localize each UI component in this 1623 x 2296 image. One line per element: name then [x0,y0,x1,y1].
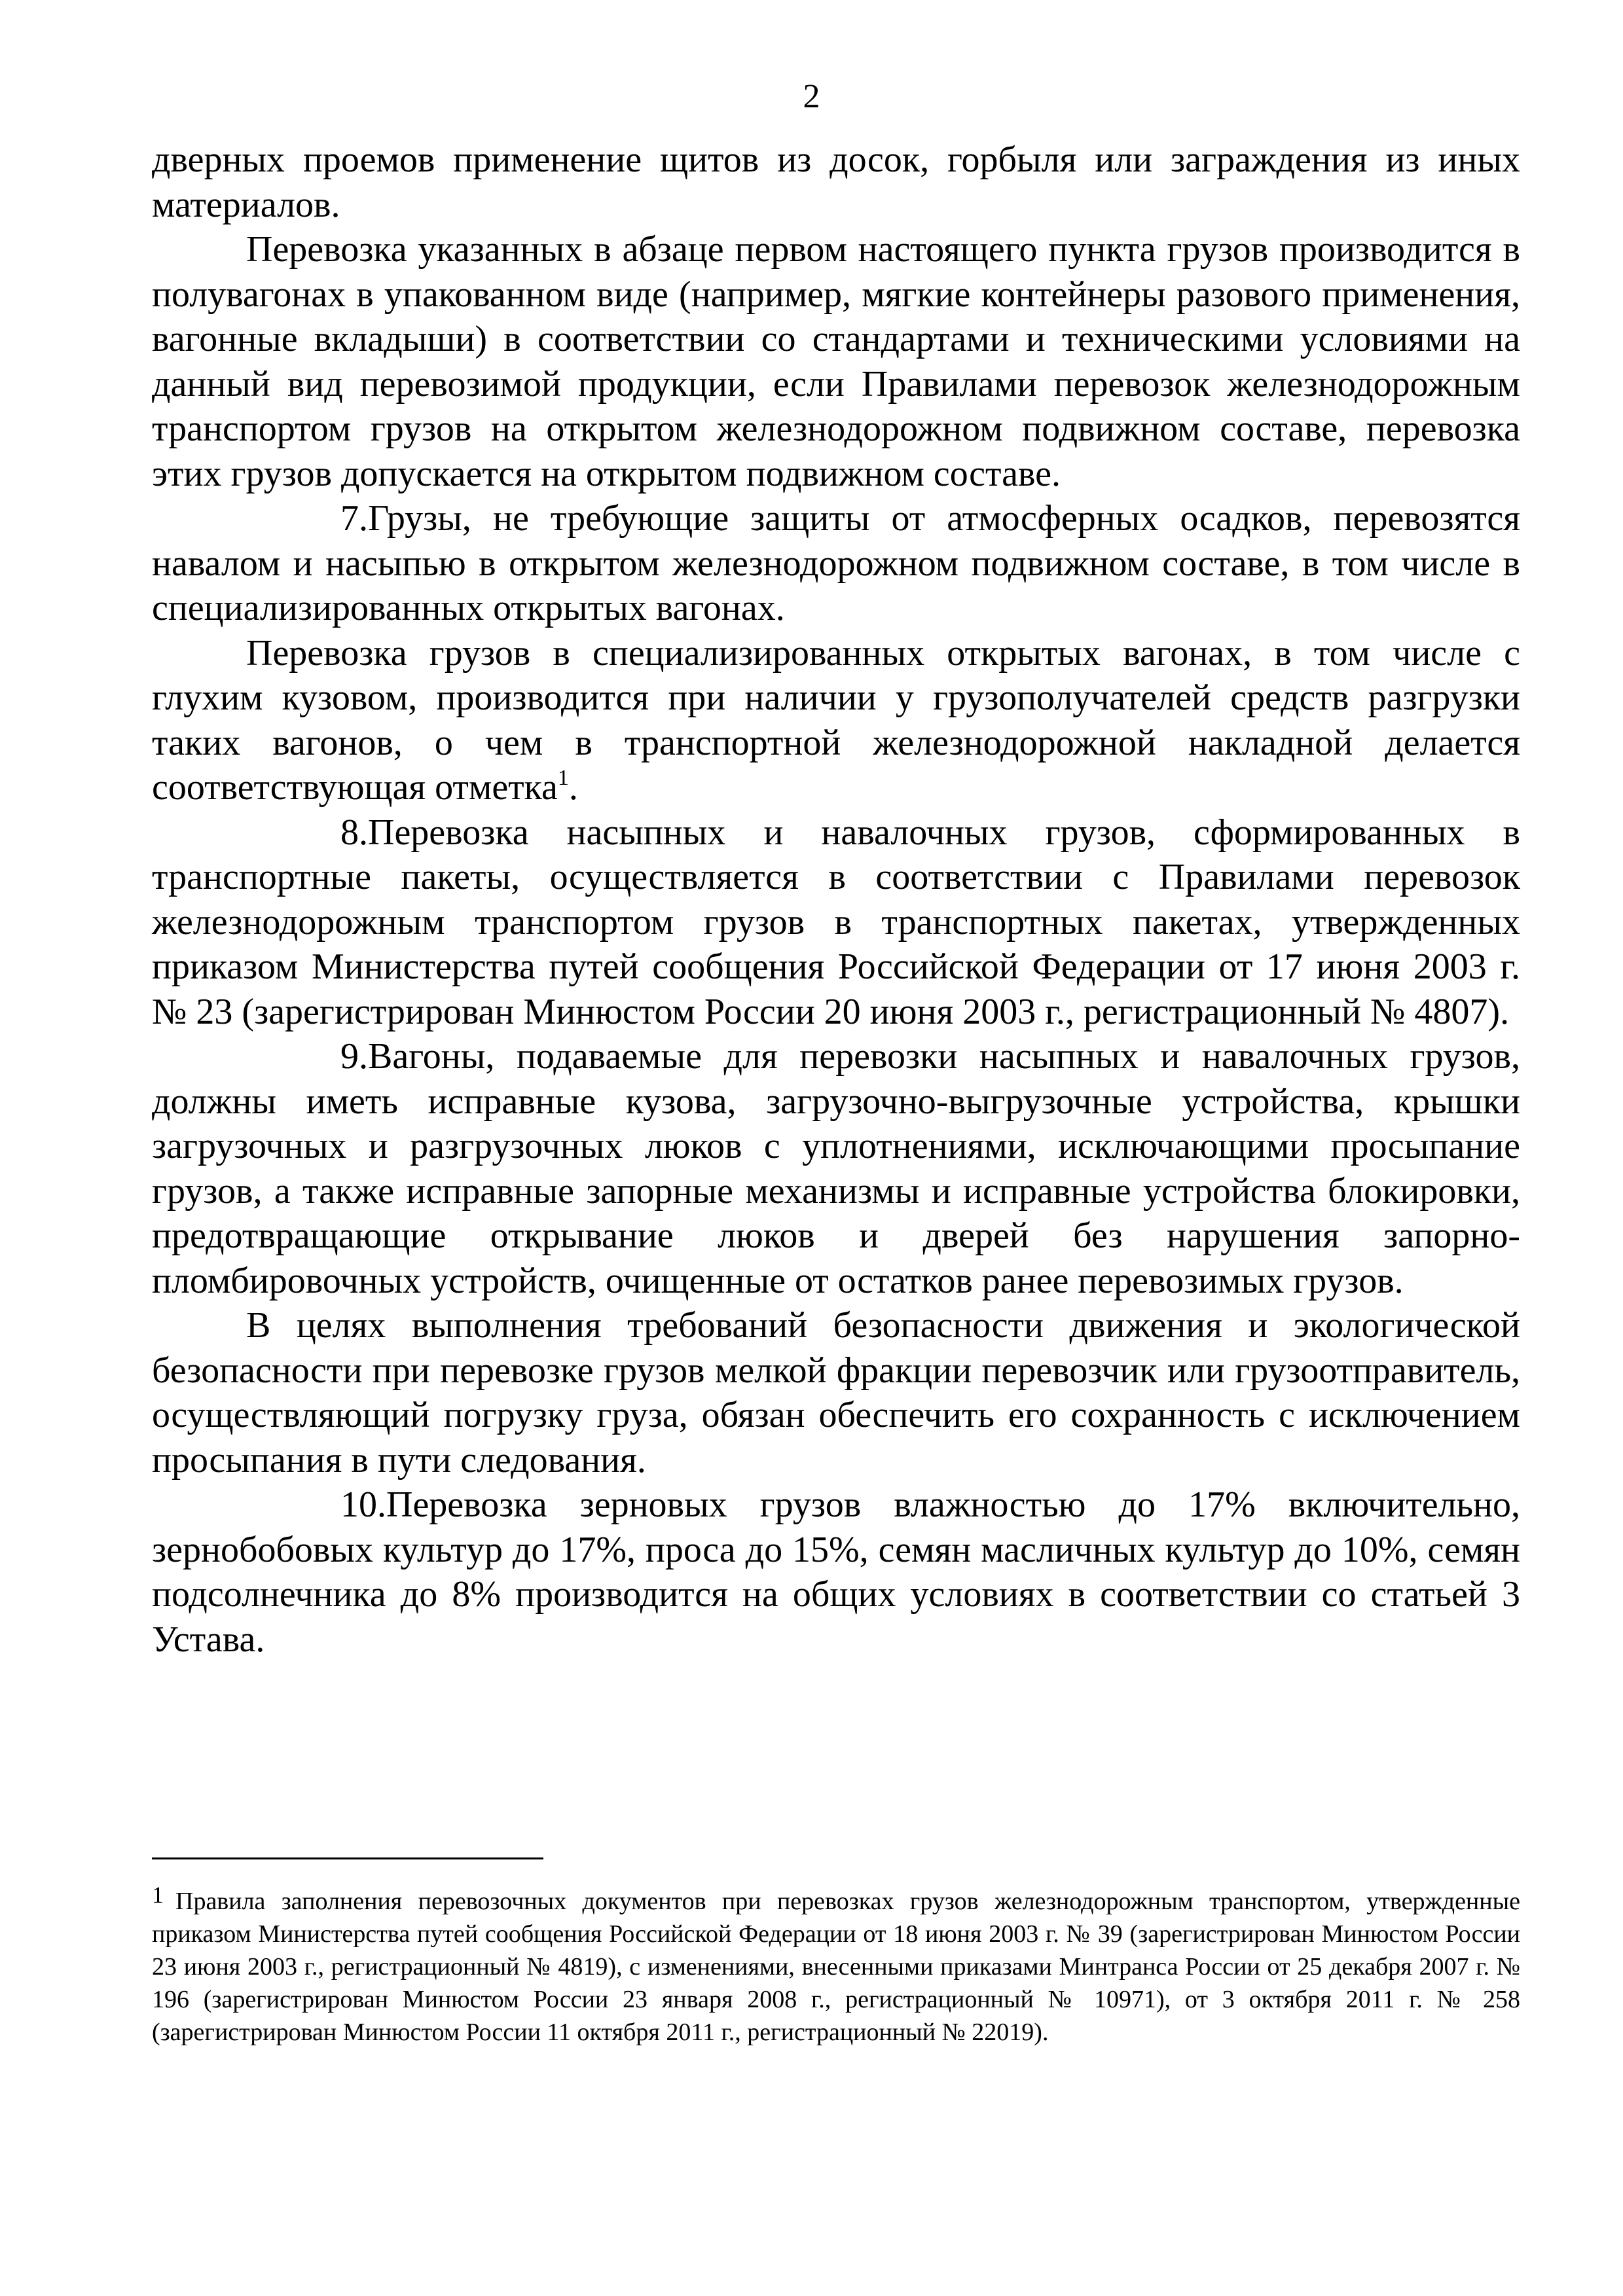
footnote-separator [152,1857,543,1859]
footnote-text: Правила заполнения перевозочных документов при перевозках грузов железнодорожным транспортом, утвержденные приказом Министерства путей сообщения Российской Федерации от 18 июня 2003 г. № 39 (зарегистрирован Минюстом России 23 июня 2003 г., регистрационный № 4819), с изменениями, внесенными приказами Минтранса России от 25 декабря 2007 г. № 196 (зарегистрирован Минюстом России 23 января 2008 г., регистрационный № 10971), от 3 октября 2011 г. № 258 (зарегистрирован Минюстом России 11 октября 2011 г., регистрационный № 22019). [152,1888,1520,2046]
clause-9 [152,1034,1520,1303]
clause-text: Перевозка зерновых грузов влажностью до 17% включительно, зернобобовых культур до 17%, проса до 15%, семян масличных культур до 10%, семян подсолнечника до 8% производится на общих условиях в соответствии со статьей 3 Устава. [152,1484,1520,1660]
footnote [152,1882,1520,2049]
paragraph-continuation: дверных проемов применение щитов из досок, горбыля или заграждения из иных материалов. [152,139,1520,225]
clause-text: Грузы, не требующие защиты от атмосферных осадков, перевозятся навалом и насыпью в открытом железнодорожном подвижном составе, в том числе в специализированных открытых вагонах. [152,498,1520,628]
page-number: 2 [803,78,820,115]
clause-number: 8. [340,812,368,853]
clause-number: 7. [340,498,368,539]
paragraph [152,631,1520,810]
paragraph: В целях выполнения требований безопасности движения и экологической безопасности при перевозке грузов мелкой фракции перевозчик или грузоотправитель, осуществляющий погрузку груза, обязан обеспечить его сохранность с исключением просыпания в пути следования. [152,1305,1520,1480]
clause-number: 9. [340,1036,368,1077]
clause-8 [152,810,1520,1035]
clause-text: Вагоны, подаваемые для перевозки насыпных и навалочных грузов, должны иметь исправные кузова, загрузочно-выгрузочные устройства, крышки загрузочных и разгрузочных люков с уплотнениями, исключающими просыпание грузов, а также исправные запорные механизмы и исправные устройства блокировки, предотвращающие открывание люков и дверей без нарушения запорно-пломбировочных устройств, очищенные от остатков ранее перевозимых грузов. [152,1036,1520,1301]
paragraph-text: Перевозка грузов в специализированных открытых вагонах, в том числе с глухим кузовом, производится при наличии у грузополучателей средств разгрузки таких вагонов, о чем в транспортной железнодорожной накладной делается соответствующая отметка [152,632,1520,808]
footnote-marker: 1 [152,1882,164,1908]
paragraph: Перевозка указанных в абзаце первом настоящего пункта грузов производится в полувагонах в упакованном виде (например, мягкие контейнеры разового применения, вагонные вкладыши) в соответствии со стандартами и техническими условиями на данный вид перевозимой продукции, если Правилами перевозок железнодорожным транспортом грузов на открытом железнодорожном подвижном составе, перевозка этих грузов допускается на открытом подвижном составе. [152,229,1520,494]
clause-number: 10. [340,1484,386,1525]
paragraph-end: . [568,767,578,808]
document-body [152,137,1520,1662]
footnote-reference[interactable]: 1 [557,766,569,790]
clause-text: Перевозка насыпных и навалочных грузов, сформированных в транспортные пакеты, осуществляется в соответствии с Правилами перевозок железнодорожным транспортом грузов в транспортных пакетах, утвержденных приказом Министерства путей сообщения Российской Федерации от 17 июня 2003 г. № 23 (зарегистрирован Минюстом России 20 июня 2003 г., регистрационный № 4807). [152,812,1520,1032]
clause-10 [152,1482,1520,1662]
clause-7 [152,496,1520,631]
